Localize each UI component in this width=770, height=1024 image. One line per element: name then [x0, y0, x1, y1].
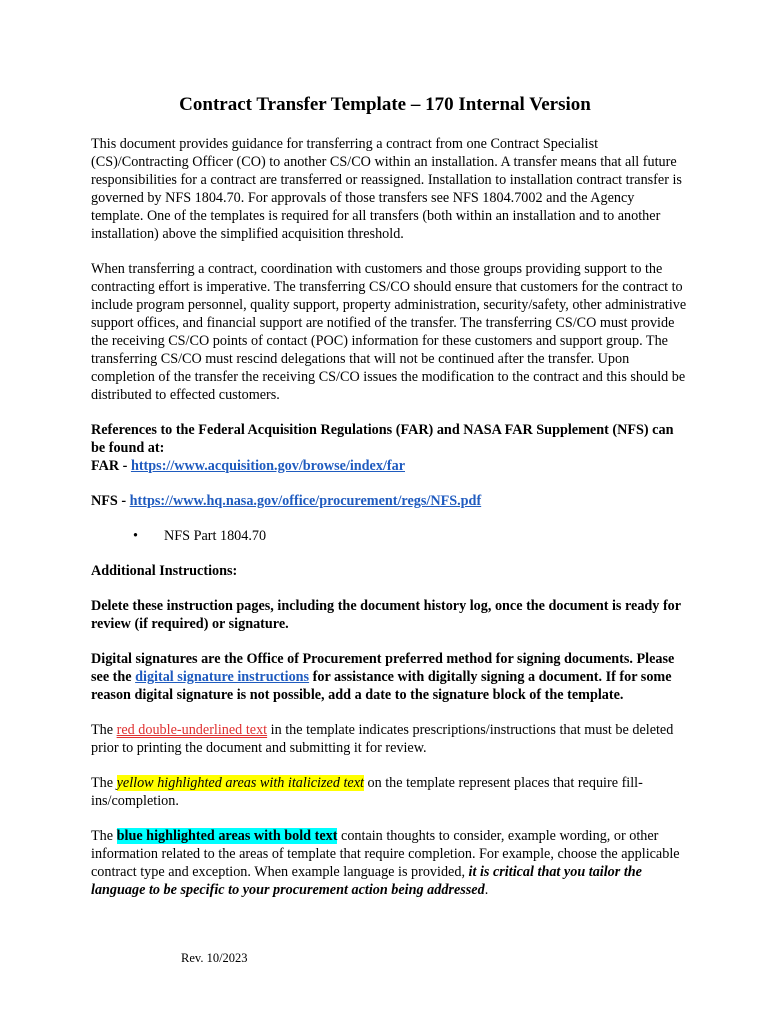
- delete-instruction: Delete these instruction pages, including the document history log, once the document is ready for review (if required) or signature.: [91, 598, 681, 632]
- nfs-label: NFS -: [91, 493, 130, 509]
- far-link[interactable]: https://www.acquisition.gov/browse/index/far: [130, 458, 405, 474]
- blue-text-paragraph: [91, 827, 687, 899]
- intro-paragraph: This document provides guidance for transferring a contract from one Contract Specialist (CS)/Contracting Officer (CO) to another CS/CO within an installation. A transfer means that all future responsibilities for a contract are transferred or reassigned. Installation to installation contract transfer is governed by NFS 1804.70. For approvals of those transfers see NFS 1804.7002 and the Agency template. One of the templates is required for all transfers (both within an installation and to another installation) above the simplified acquisition threshold.: [91, 136, 682, 242]
- digital-sig-text-end: for assistance with digitally signing a document. If for some reason digital signature is not possible, add a date to the signature block of the template.: [91, 669, 672, 703]
- list-item: [91, 527, 687, 545]
- coordination-paragraph: When transferring a contract, coordination with customers and those groups providing support to the contracting effort is imperative. The transferring CS/CO should ensure that customers for the contract to include program personnel, quality support, property administration, security/safety, other administrative support offices, and financial support are notified of the transfer. The transferring CS/CO must provide the receiving CS/CO points of contact (POC) information for these customers and support group. The transferring CS/CO must rescind delegations that will not be continued after the transfer. Upon completion of the transfer the receiving CS/CO issues the modification to the contract and this should be distributed to effected customers.: [91, 261, 687, 403]
- yellow-suffix: on the template represent places that require fill-ins/completion.: [91, 775, 643, 809]
- bullet-icon: •: [133, 528, 138, 544]
- blue-highlight-sample: blue highlighted areas with bold text: [116, 828, 338, 844]
- yellow-text-paragraph: [91, 774, 687, 810]
- blue-prefix: The: [91, 828, 117, 844]
- footer-revision: Rev. 10/2023: [181, 951, 248, 965]
- document-body: [91, 135, 687, 899]
- digital-sig-text-start: Digital signatures are the Office of Procurement preferred method for signing documents. Please see the: [91, 651, 675, 685]
- red-suffix: in the template indicates prescriptions/instructions that must be deleted prior to printing the document and submitting it for review.: [91, 722, 674, 756]
- document-title: Contract Transfer Template – 170 Internal Version: [179, 94, 591, 115]
- nfs-link[interactable]: https://www.hq.nasa.gov/office/procurement/regs/NFS.pdf: [129, 493, 482, 509]
- blue-suffix: contain thoughts to consider, example wording, or other information related to the areas of template that require completion. For example, choose the applicable contract type and exception. When example language is provided,: [91, 828, 680, 880]
- blue-end: .: [484, 882, 489, 898]
- additional-instructions-heading: Additional Instructions:: [91, 563, 238, 579]
- references-heading: References to the Federal Acquisition Regulations (FAR) and NASA FAR Supplement (NFS) can be found at:: [91, 422, 674, 456]
- digital-signature-link[interactable]: digital signature instructions: [135, 669, 310, 685]
- yellow-highlight-sample: yellow highlighted areas with italicized text: [116, 775, 364, 791]
- blue-emphasis: it is critical that you tailor the language to be specific to your procurement action being addressed: [91, 864, 642, 898]
- red-text-paragraph: [91, 721, 687, 757]
- bullet-text: NFS Part 1804.70: [164, 528, 267, 544]
- red-underlined-sample: red double-underlined text: [116, 722, 268, 738]
- red-prefix: The: [91, 722, 117, 738]
- far-label: FAR -: [91, 458, 131, 474]
- yellow-prefix: The: [91, 775, 117, 791]
- digital-signature-paragraph: [91, 650, 687, 704]
- far-reference: [91, 457, 687, 475]
- nfs-reference: [91, 492, 687, 510]
